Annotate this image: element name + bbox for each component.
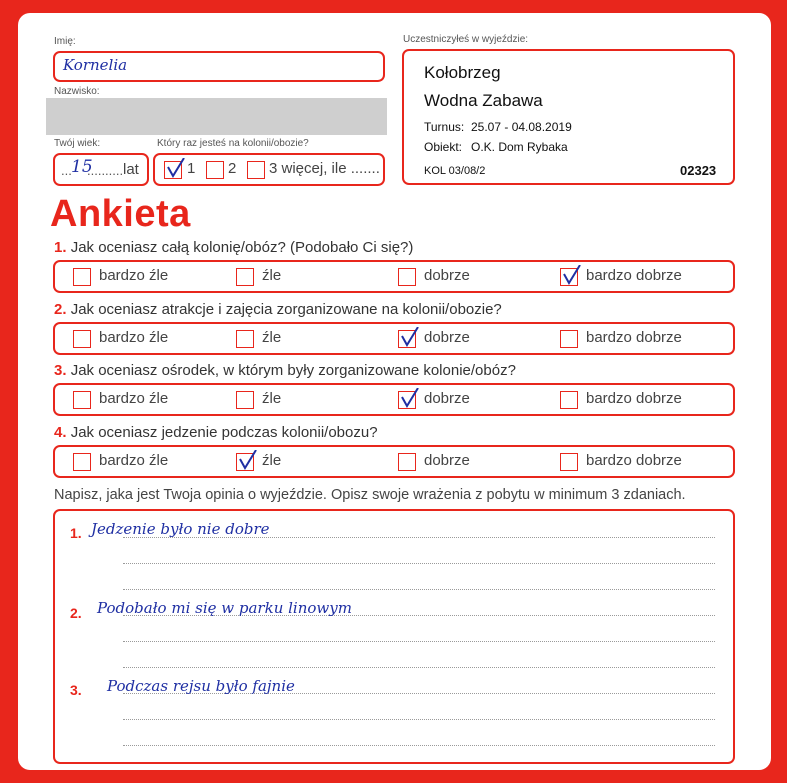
option-checkbox[interactable] — [73, 453, 91, 471]
answer-row-1 — [53, 260, 735, 293]
times-label: Który raz jesteś na kolonii/obozie? — [157, 138, 309, 149]
option-label: bardzo dobrze — [586, 390, 682, 407]
page-title: Ankieta — [50, 193, 191, 235]
option-checkbox[interactable] — [73, 391, 91, 409]
answer-text: Jedzenie było nie dobre — [91, 520, 270, 538]
answer-text: Podczas rejsu było fajnie — [107, 677, 295, 695]
ruled-line — [123, 719, 715, 720]
age-dots-before: ... — [61, 163, 72, 178]
redaction-block — [46, 98, 387, 135]
ruled-line — [123, 589, 715, 590]
option-checkbox[interactable] — [398, 453, 416, 471]
option-label: dobrze — [424, 452, 470, 469]
option-label: dobrze — [424, 267, 470, 284]
question-4 — [54, 424, 378, 441]
ruled-line — [123, 745, 715, 746]
answer-text: Podobało mi się w parku linowym — [97, 599, 352, 617]
option-label: bardzo źle — [99, 452, 169, 469]
checkmark-icon — [399, 327, 421, 349]
option-checkbox[interactable] — [236, 268, 254, 286]
option-label: dobrze — [424, 390, 470, 407]
option-label: bardzo źle — [99, 267, 169, 284]
times-1-label: 1 — [187, 160, 196, 177]
object-value: O.K. Dom Rybaka — [471, 140, 568, 154]
trip-name: Wodna Zabawa — [424, 91, 543, 110]
answer-number: 1. — [70, 525, 82, 541]
times-3-checkbox[interactable] — [247, 161, 265, 179]
option-label: źle — [262, 267, 282, 284]
surname-label: Nazwisko: — [54, 86, 100, 97]
option-label: źle — [262, 452, 282, 469]
option-label: bardzo źle — [99, 390, 169, 407]
answer-row-3 — [53, 383, 735, 416]
name-value: Kornelia — [63, 56, 128, 74]
option-label: bardzo dobrze — [586, 329, 682, 346]
option-checkbox[interactable] — [560, 391, 578, 409]
age-field[interactable] — [53, 153, 149, 186]
times-1-checkbox[interactable] — [164, 161, 182, 179]
times-field — [153, 153, 385, 186]
option-checkbox[interactable] — [560, 330, 578, 348]
age-dots-after: .......... — [87, 163, 124, 178]
question-number: 4. — [54, 424, 67, 441]
object-label: Obiekt: — [424, 140, 463, 154]
opinion-box[interactable] — [53, 509, 735, 764]
question-2 — [54, 301, 502, 318]
option-checkbox[interactable] — [236, 330, 254, 348]
checkmark-icon — [165, 158, 187, 180]
answer-row-4 — [53, 445, 735, 478]
age-value: 15 — [71, 157, 93, 177]
checkmark-icon — [561, 265, 583, 287]
option-label: bardzo dobrze — [586, 267, 682, 284]
turnus-label: Turnus: — [424, 120, 465, 134]
question-number: 2. — [54, 301, 67, 318]
answer-number: 3. — [70, 682, 82, 698]
option-checkbox[interactable] — [560, 453, 578, 471]
times-2-label: 2 — [228, 160, 237, 177]
trip-info-box — [402, 49, 735, 185]
option-checkbox[interactable] — [236, 391, 254, 409]
times-2-checkbox[interactable] — [206, 161, 224, 179]
age-unit: lat — [123, 161, 139, 178]
checkmark-icon — [237, 450, 259, 472]
ruled-line — [123, 667, 715, 668]
option-label: bardzo dobrze — [586, 452, 682, 469]
question-text: Jak oceniasz atrakcje i zajęcia zorganizowane na kolonii/obozie? — [70, 301, 502, 318]
age-label: Twój wiek: — [54, 138, 101, 149]
option-checkbox[interactable] — [73, 330, 91, 348]
option-label: źle — [262, 329, 282, 346]
survey-sheet — [18, 13, 771, 770]
trip-code: KOL 03/08/2 — [424, 165, 486, 177]
question-1 — [54, 239, 413, 256]
answer-row-2 — [53, 322, 735, 355]
ruled-line — [123, 641, 715, 642]
option-label: źle — [262, 390, 282, 407]
option-checkbox[interactable] — [398, 268, 416, 286]
option-checkbox[interactable] — [398, 330, 416, 348]
ruled-line — [123, 563, 715, 564]
question-text: Jak oceniasz ośrodek, w którym były zorganizowane kolonie/obóz? — [70, 362, 516, 379]
checkmark-icon — [399, 388, 421, 410]
question-3 — [54, 362, 516, 379]
trip-number: 02323 — [680, 163, 717, 178]
option-checkbox[interactable] — [398, 391, 416, 409]
question-number: 3. — [54, 362, 67, 379]
trip-city: Kołobrzeg — [424, 63, 501, 82]
participant-label: Uczestniczyłeś w wyjeździe: — [403, 34, 529, 45]
option-label: dobrze — [424, 329, 470, 346]
turnus-value: 25.07 - 04.08.2019 — [471, 120, 572, 134]
question-number: 1. — [54, 239, 67, 256]
question-text: Jak oceniasz całą kolonię/obóz? (Podobało Ci się?) — [70, 239, 414, 256]
option-checkbox[interactable] — [560, 268, 578, 286]
answer-number: 2. — [70, 605, 82, 621]
question-text: Jak oceniasz jedzenie podczas kolonii/obozu? — [70, 424, 378, 441]
name-label: Imię: — [54, 36, 76, 47]
option-checkbox[interactable] — [236, 453, 254, 471]
option-checkbox[interactable] — [73, 268, 91, 286]
option-label: bardzo źle — [99, 329, 169, 346]
opinion-prompt: Napisz, jaka jest Twoja opinia o wyjeździe. Opisz swoje wrażenia z pobytu w minimum 3 zdaniach. — [54, 487, 686, 503]
times-3-label: 3 więcej, ile ....... — [269, 160, 380, 177]
name-field[interactable] — [53, 51, 385, 82]
